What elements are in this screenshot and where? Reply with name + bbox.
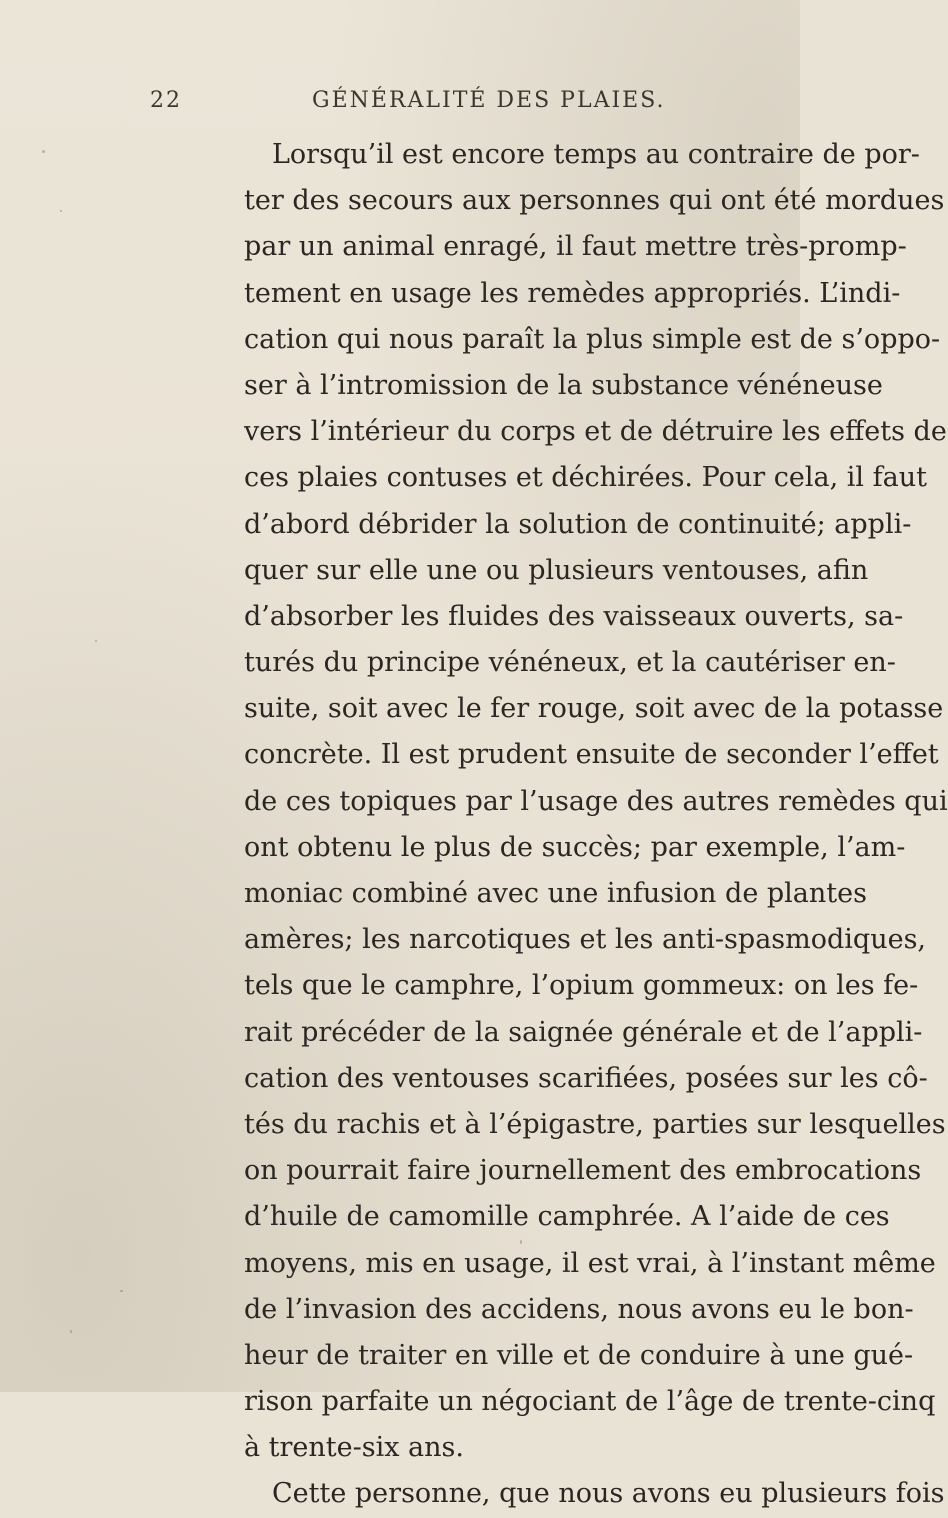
text-line: ont obtenu le plus de succès; par exemple, l’am- bbox=[244, 831, 906, 863]
text-line: rison parfaite un négociant de l’âge de trente-cinq bbox=[244, 1386, 936, 1418]
text-line: à trente-six ans. bbox=[244, 1432, 464, 1464]
text-line: concrète. Il est prudent ensuite de seconder l’effet bbox=[244, 739, 939, 771]
text-line: heur de traiter en ville et de conduire à une gué- bbox=[244, 1339, 914, 1371]
text-line: Lorsqu’il est encore temps au contraire de por- bbox=[272, 139, 920, 170]
text-line: amères; les narcotiques et les anti-spasmodiques, bbox=[244, 924, 927, 956]
text-line: ter des secours aux personnes qui ont été mordues bbox=[244, 185, 945, 217]
text-line: d’absorber les fluides des vaisseaux ouverts, sa- bbox=[244, 600, 904, 632]
text-line: suite, soit avec le fer rouge, soit avec de la potasse bbox=[244, 693, 944, 725]
text-line: moyens, mis en usage, il est vrai, à l’instant même bbox=[244, 1247, 936, 1279]
text-line: quer sur elle une ou plusieurs ventouses, afin bbox=[244, 554, 869, 586]
text-line: par un animal enragé, il faut mettre très-promp- bbox=[244, 231, 907, 263]
text-line: d’huile de camomille camphrée. A l’aide de ces bbox=[244, 1201, 890, 1233]
text-line: vers l’intérieur du corps et de détruire les effets de bbox=[244, 416, 947, 448]
body-text bbox=[244, 132, 948, 1518]
text-line: turés du principe vénéneux, et la cautériser en- bbox=[244, 647, 896, 679]
page-header bbox=[150, 88, 690, 122]
text-line: tels que le camphre, l’opium gommeux: on les fe- bbox=[244, 970, 919, 1002]
text-line: tement en usage les remèdes appropriés. L’indi- bbox=[244, 277, 901, 309]
text-line: moniac combiné avec une infusion de plantes bbox=[244, 878, 867, 909]
text-line: on pourrait faire journellement des embrocations bbox=[244, 1155, 922, 1187]
text-line: rait précéder de la saignée générale et de l’appli- bbox=[244, 1016, 923, 1048]
text-line: ces plaies contuses et déchirées. Pour cela, il faut bbox=[244, 462, 927, 494]
text-line: de l’invasion des accidens, nous avons eu le bon- bbox=[244, 1293, 914, 1325]
text-line: Cette personne, que nous avons eu plusieurs fois bbox=[272, 1478, 945, 1510]
text-line: tés du rachis et à l’épigastre, parties sur lesquelles bbox=[244, 1108, 946, 1140]
text-line: d’abord débrider la solution de continuité; appli- bbox=[244, 508, 912, 540]
page-number: 22 bbox=[150, 88, 182, 113]
text-line: cation qui nous paraît la plus simple est de s’oppo- bbox=[244, 323, 941, 355]
text-line: cation des ventouses scarifiées, posées sur les cô- bbox=[244, 1062, 928, 1094]
text-line: ser à l’intromission de la substance vénéneuse bbox=[244, 369, 883, 401]
text-line: de ces topiques par l’usage des autres remèdes qui bbox=[244, 785, 948, 817]
running-head: GÉNÉRALITÉ DES PLAIES. bbox=[312, 88, 666, 113]
